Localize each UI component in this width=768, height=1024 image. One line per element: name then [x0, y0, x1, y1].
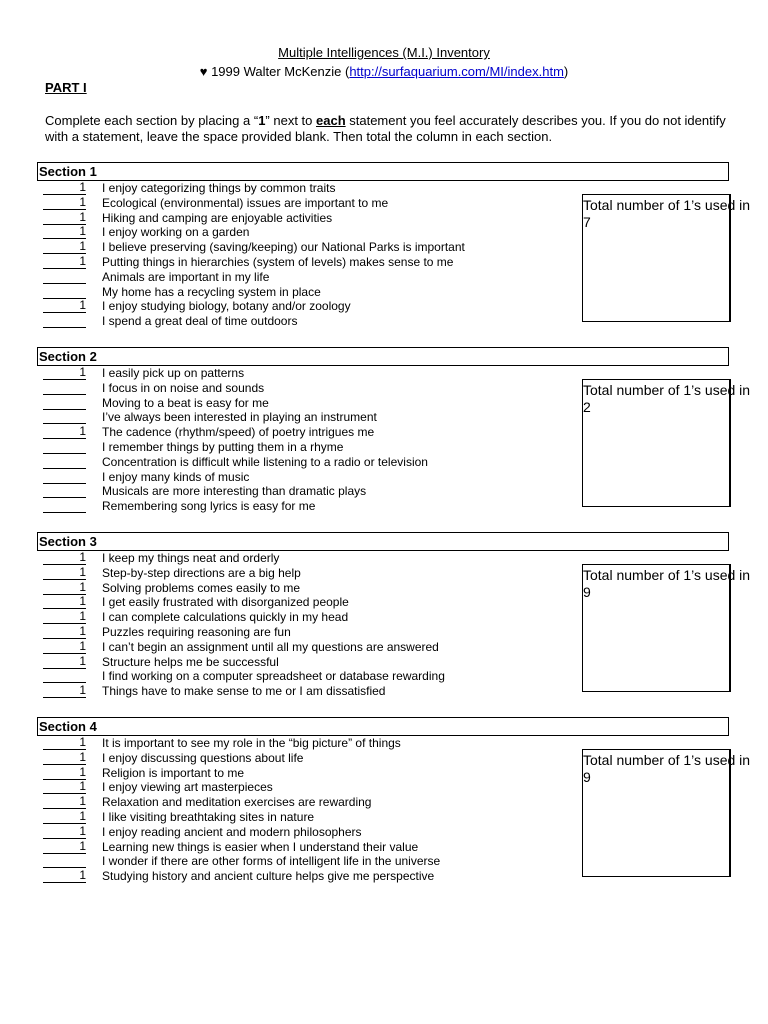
statement-row [43, 566, 583, 581]
statement-row [43, 610, 583, 625]
answer-blank[interactable] [43, 381, 86, 395]
answer-blank[interactable]: 1 [43, 595, 86, 609]
statement-row [43, 240, 583, 255]
statement-row [43, 455, 583, 470]
answer-blank[interactable] [43, 455, 86, 469]
total-value: 9 [583, 769, 591, 785]
statement-text: I enjoy discussing questions about life [102, 750, 304, 765]
answer-blank[interactable]: 1 [43, 255, 86, 269]
statement-row [43, 869, 583, 884]
answer-blank[interactable] [43, 270, 86, 284]
statement-row [43, 225, 583, 240]
statement-text: I enjoy reading ancient and modern philosophers [102, 824, 362, 839]
instructions [45, 113, 750, 145]
total-value: 9 [583, 584, 591, 600]
statement-row [43, 655, 583, 670]
statement-text: Step-by-step directions are a big help [102, 565, 301, 580]
total-value: 2 [583, 399, 591, 415]
statement-text: I like visiting breathtaking sites in nature [102, 809, 315, 824]
instructions-emphasis-one: 1 [258, 113, 266, 128]
answer-blank[interactable]: 1 [43, 640, 86, 654]
statement-row [43, 499, 583, 514]
statement-row [43, 470, 583, 485]
statement-text: I enjoy viewing art masterpieces [102, 780, 273, 795]
statement-row [43, 751, 583, 766]
statement-row [43, 581, 583, 596]
total-label: Total number of 1’s used in [583, 197, 751, 213]
statement-text: I wonder if there are other forms of intelligent life in the universe [102, 854, 441, 869]
answer-blank[interactable]: 1 [43, 551, 86, 565]
answer-blank[interactable]: 1 [43, 211, 86, 225]
section-header: Section 2 [37, 347, 729, 366]
total-label: Total number of 1’s used in [583, 567, 751, 583]
statement-row [43, 840, 583, 855]
answer-blank[interactable]: 1 [43, 181, 86, 195]
answer-blank[interactable] [43, 669, 86, 683]
answer-blank[interactable] [43, 470, 86, 484]
part-label: PART I [45, 80, 87, 95]
answer-blank[interactable]: 1 [43, 810, 86, 824]
section-3 [37, 532, 767, 722]
statement-text: Concentration is difficult while listening to a radio or television [102, 454, 428, 469]
section-header: Section 3 [37, 532, 729, 551]
statement-text: I find working on a computer spreadsheet or database rewarding [102, 669, 445, 684]
answer-blank[interactable]: 1 [43, 795, 86, 809]
answer-blank[interactable] [43, 854, 86, 868]
answer-blank[interactable]: 1 [43, 736, 86, 750]
statement-text: Moving to a beat is easy for me [102, 395, 269, 410]
document-title: Multiple Intelligences (M.I.) Inventory [278, 45, 490, 60]
answer-blank[interactable]: 1 [43, 825, 86, 839]
answer-blank[interactable] [43, 410, 86, 424]
copyright-line [0, 64, 768, 80]
statement-row [43, 314, 583, 329]
statement-row [43, 810, 583, 825]
source-link[interactable]: http://surfaquarium.com/MI/index.htm [349, 64, 564, 79]
statement-text: Studying history and ancient culture helps give me perspective [102, 869, 435, 884]
statement-text: It is important to see my role in the “big picture” of things [102, 736, 401, 750]
answer-blank[interactable]: 1 [43, 684, 86, 698]
statement-text: I remember things by putting them in a rhyme [102, 439, 344, 454]
statement-text: I enjoy categorizing things by common traits [102, 181, 336, 195]
statement-row [43, 396, 583, 411]
statement-text: I get easily frustrated with disorganized people [102, 595, 349, 610]
statement-row [43, 684, 583, 699]
statement-text: I focus in on noise and sounds [102, 380, 265, 395]
total-box[interactable] [582, 379, 751, 507]
instructions-text-c: ” next to [265, 113, 316, 128]
statement-list [43, 181, 583, 329]
statement-row [43, 381, 583, 396]
statement-row [43, 551, 583, 566]
statement-text: I spend a great deal of time outdoors [102, 314, 298, 329]
statement-text: Structure helps me be successful [102, 654, 279, 669]
answer-blank[interactable]: 1 [43, 366, 86, 380]
instructions-text-a: Complete each section by placing a “ [45, 113, 259, 128]
statement-list [43, 551, 583, 699]
answer-blank[interactable]: 1 [43, 751, 86, 765]
statement-row [43, 484, 583, 499]
instructions-emphasis-each: each [316, 113, 346, 128]
instructions-text-e: statement you feel accurately describes you. If you do not identify with a statement, leave the space provided blank. Then total the column in each section. [45, 113, 726, 144]
answer-blank[interactable] [43, 314, 86, 328]
total-label: Total number of 1’s used in [583, 382, 751, 398]
answer-blank[interactable]: 1 [43, 240, 86, 254]
answer-blank[interactable]: 1 [43, 581, 86, 595]
answer-blank[interactable]: 1 [43, 655, 86, 669]
statement-list [43, 366, 583, 514]
statement-row [43, 255, 583, 270]
statement-row [43, 299, 583, 314]
statement-text: I can complete calculations quickly in my head [102, 610, 349, 625]
statement-row [43, 410, 583, 425]
answer-blank[interactable]: 1 [43, 625, 86, 639]
total-box[interactable] [582, 564, 751, 692]
answer-blank[interactable] [43, 285, 86, 299]
answer-blank[interactable]: 1 [43, 566, 86, 580]
answer-blank[interactable] [43, 484, 86, 498]
statement-text: I keep my things neat and orderly [102, 551, 280, 565]
answer-blank[interactable]: 1 [43, 840, 86, 854]
statement-text: Religion is important to me [102, 765, 245, 780]
statement-text: Solving problems comes easily to me [102, 580, 301, 595]
statement-text: I enjoy many kinds of music [102, 469, 250, 484]
statement-row [43, 211, 583, 226]
statement-row [43, 825, 583, 840]
statement-text: The cadence (rhythm/speed) of poetry intrigues me [102, 425, 375, 440]
statement-text: Ecological (environmental) issues are important to me [102, 195, 389, 210]
answer-blank[interactable] [43, 499, 86, 513]
statement-text: I easily pick up on patterns [102, 366, 245, 380]
answer-blank[interactable]: 1 [43, 766, 86, 780]
statement-text: I’ve always been interested in playing an instrument [102, 410, 377, 425]
answer-blank[interactable]: 1 [43, 610, 86, 624]
section-4 [37, 717, 767, 907]
statement-row [43, 780, 583, 795]
statement-row [43, 196, 583, 211]
statement-row [43, 425, 583, 440]
statement-text: Things have to make sense to me or I am dissatisfied [102, 684, 386, 699]
statement-text: I believe preserving (saving/keeping) our National Parks is important [102, 240, 465, 255]
answer-blank[interactable]: 1 [43, 780, 86, 794]
section-1 [37, 162, 767, 352]
statement-row [43, 625, 583, 640]
statement-row [43, 285, 583, 300]
total-value: 7 [583, 214, 591, 230]
statement-row [43, 270, 583, 285]
statement-row [43, 854, 583, 869]
section-2 [37, 347, 767, 537]
statement-text: My home has a recycling system in place [102, 284, 321, 299]
statement-row [43, 795, 583, 810]
statement-row [43, 595, 583, 610]
statement-text: Puzzles requiring reasoning are fun [102, 624, 291, 639]
answer-blank[interactable] [43, 440, 86, 454]
answer-blank[interactable]: 1 [43, 425, 86, 439]
statement-text: I enjoy studying biology, botany and/or zoology [102, 299, 351, 314]
copyright-suffix: ) [563, 64, 569, 79]
statement-row [43, 766, 583, 781]
statement-text: Putting things in hierarchies (system of levels) makes sense to me [102, 254, 454, 269]
statement-list [43, 736, 583, 884]
statement-row [43, 669, 583, 684]
total-box[interactable] [582, 194, 751, 322]
section-header: Section 1 [37, 162, 729, 181]
total-box[interactable] [582, 749, 751, 877]
answer-blank[interactable]: 1 [43, 299, 86, 313]
statement-text: Remembering song lyrics is easy for me [102, 499, 316, 514]
total-label: Total number of 1’s used in [583, 752, 751, 768]
answer-blank[interactable] [43, 396, 86, 410]
section-header: Section 4 [37, 717, 729, 736]
answer-blank[interactable]: 1 [43, 196, 86, 210]
answer-blank[interactable]: 1 [43, 869, 86, 883]
answer-blank[interactable]: 1 [43, 225, 86, 239]
statement-row [43, 440, 583, 455]
statement-row [43, 736, 583, 751]
statement-text: Animals are important in my life [102, 269, 270, 284]
statement-row [43, 181, 583, 196]
statement-text: I can’t begin an assignment until all my questions are answered [102, 639, 439, 654]
copyright-prefix: ♥ 1999 Walter McKenzie ( [199, 64, 350, 79]
statement-row [43, 640, 583, 655]
statement-text: Relaxation and meditation exercises are rewarding [102, 795, 372, 810]
statement-row [43, 366, 583, 381]
statement-text: Musicals are more interesting than dramatic plays [102, 484, 367, 499]
statement-text: Learning new things is easier when I understand their value [102, 839, 419, 854]
statement-text: I enjoy working on a garden [102, 225, 250, 240]
statement-text: Hiking and camping are enjoyable activities [102, 210, 333, 225]
